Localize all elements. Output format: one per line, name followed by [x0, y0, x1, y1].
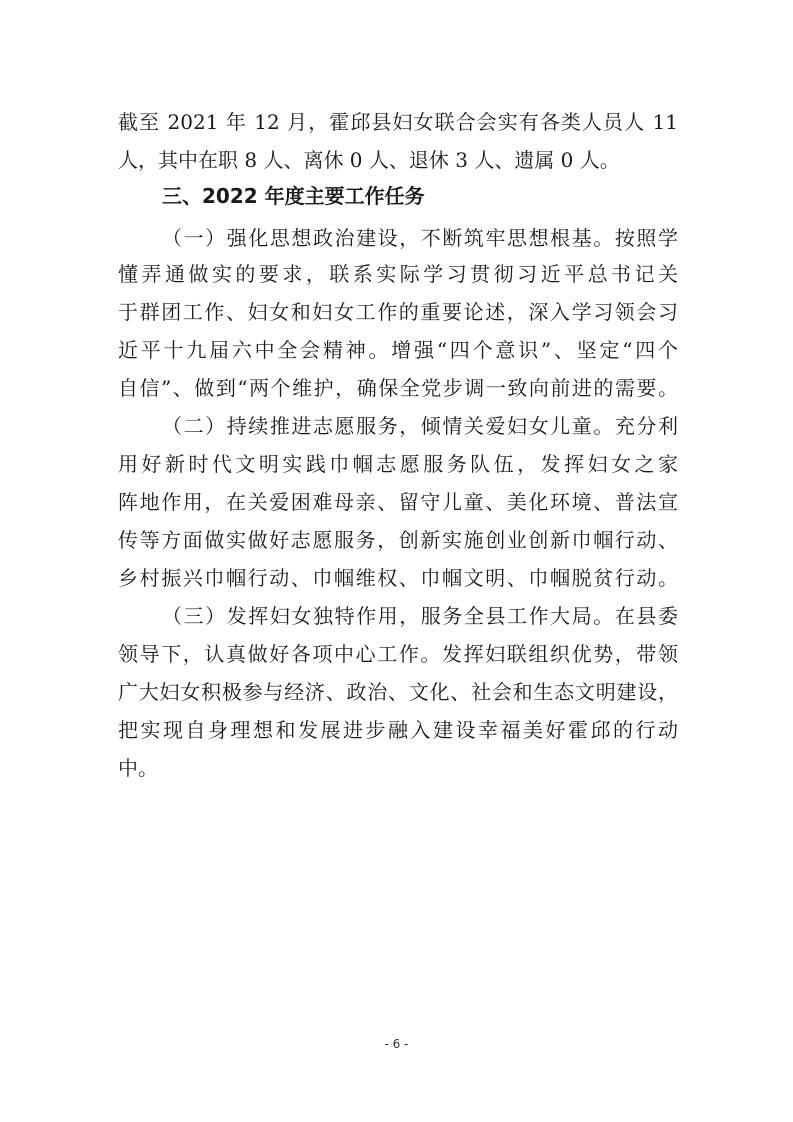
- paragraph-3-line-3: 广大妇女积极参与经济、政治、文化、社会和生态文明建设，: [118, 680, 678, 704]
- page-number: - 6 -: [384, 1037, 409, 1051]
- paragraph-2-line-5: 乡村振兴巾帼行动、巾帼维权、巾帼文明、巾帼脱贫行动。: [118, 566, 678, 590]
- paragraph-3-line-2: 领导下，认真做好各项中心工作。发挥妇联组织优势，带领: [118, 642, 678, 666]
- paragraph-1-line-1: （一）强化思想政治建设，不断筑牢思想根基。按照学: [162, 226, 678, 250]
- paragraph-1-line-3: 于群团工作、妇女和妇女工作的重要论述，深入学习领会习: [118, 300, 678, 324]
- section-heading: 三、2022 年度主要工作任务: [162, 184, 425, 208]
- paragraph-1-line-4: 近平十九届六中全会精神。增强“四个意识”、坚定“四个: [118, 338, 678, 362]
- intro-line-2: 人，其中在职 8 人、离休 0 人、退休 3 人、遗属 0 人。: [118, 148, 620, 172]
- paragraph-2-line-1: （二）持续推进志愿服务，倾情关爱妇女儿童。充分利: [162, 414, 678, 438]
- intro-line-1: 截至 2021 年 12 月，霍邱县妇女联合会实有各类人员人 11: [118, 110, 678, 134]
- paragraph-3-line-5: 中。: [118, 756, 158, 780]
- paragraph-2-line-3: 阵地作用，在关爱困难母亲、留守儿童、美化环境、普法宣: [118, 490, 678, 514]
- paragraph-3-line-1: （三）发挥妇女独特作用，服务全县工作大局。在县委: [162, 604, 678, 628]
- paragraph-2-line-4: 传等方面做实做好志愿服务，创新实施创业创新巾帼行动、: [118, 528, 678, 552]
- paragraph-2-line-2: 用好新时代文明实践巾帼志愿服务队伍，发挥妇女之家: [118, 452, 678, 476]
- paragraph-1-line-5: 自信”、做到“两个维护，确保全党步调一致向前进的需要。: [118, 376, 678, 400]
- paragraph-1-line-2: 懂弄通做实的要求，联系实际学习贯彻习近平总书记关: [118, 262, 678, 286]
- paragraph-3-line-4: 把实现自身理想和发展进步融入建设幸福美好霍邱的行动: [118, 718, 678, 742]
